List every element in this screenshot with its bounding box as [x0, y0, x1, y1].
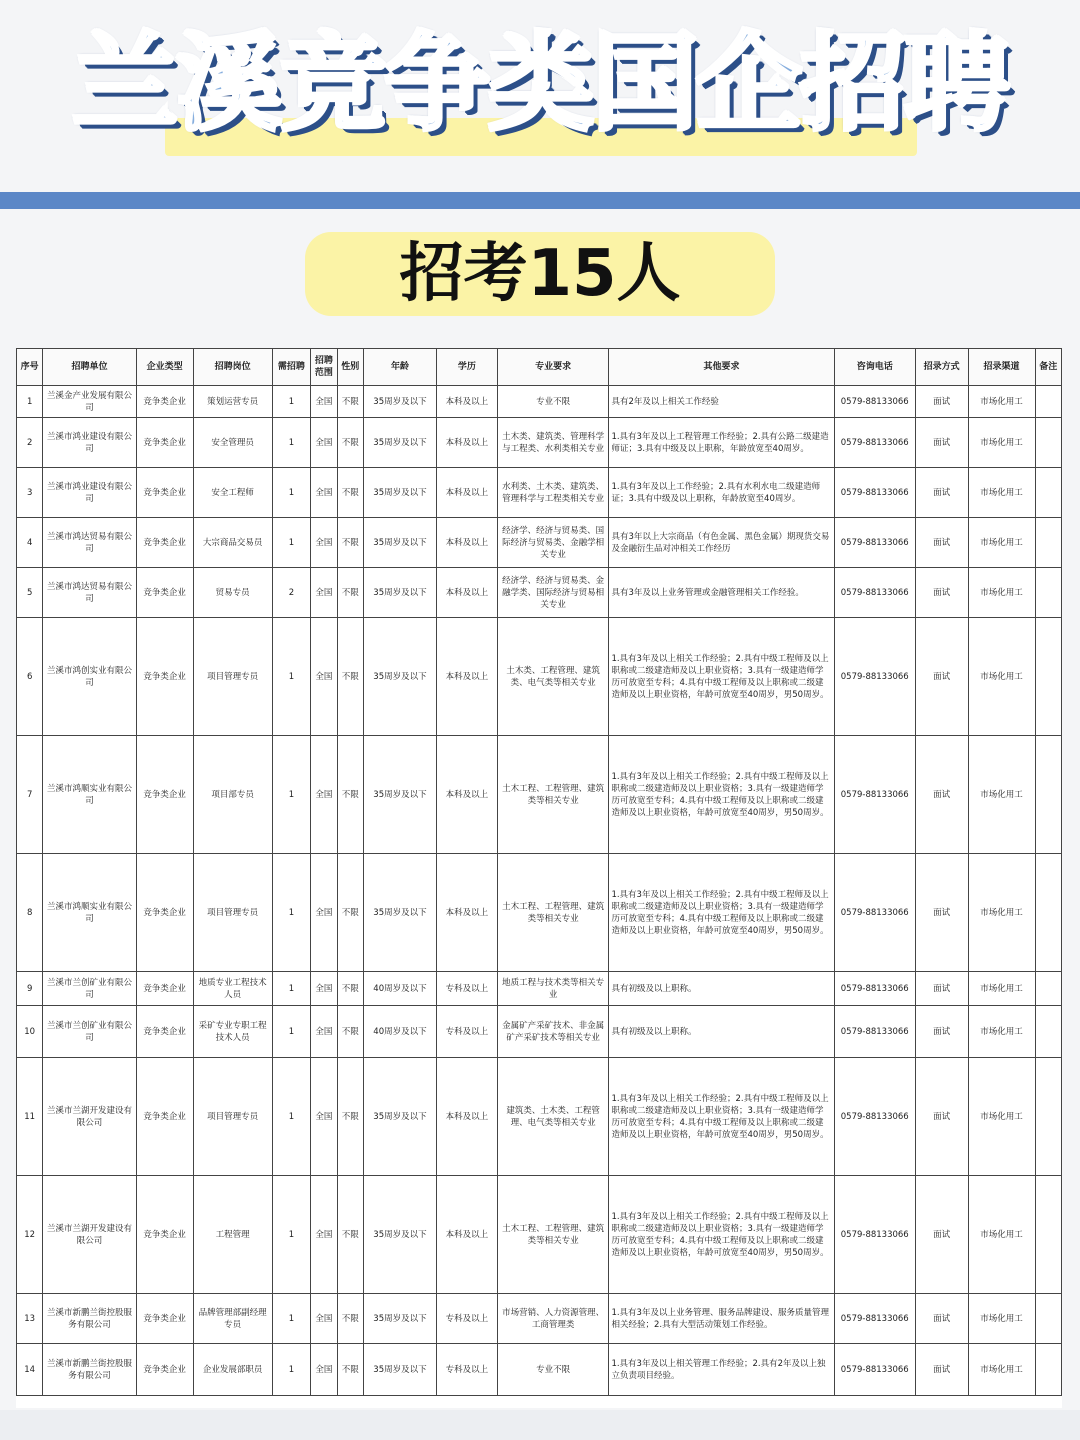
cell-major: 土木类、建筑类、管理科学与工程类、水利类相关专业 — [497, 418, 609, 468]
cell-phone: 0579-88133066 — [834, 568, 915, 618]
cell-major: 水利类、土木类、建筑类、管理科学与工程类相关专业 — [497, 468, 609, 518]
cell-no: 3 — [17, 468, 43, 518]
cell-unit: 兰溪市鸿顺实业有限公司 — [43, 736, 136, 854]
column-header: 招聘范围 — [311, 349, 337, 386]
cell-major: 经济学、经济与贸易类、金融学类、国际经济与贸易相关专业 — [497, 568, 609, 618]
table-row — [17, 972, 1062, 1006]
cell-post: 企业发展部职员 — [193, 1344, 272, 1396]
cell-phone: 0579-88133066 — [834, 518, 915, 568]
cell-unit: 兰溪市兰创矿业有限公司 — [43, 972, 136, 1006]
cell-gender: 不限 — [337, 468, 363, 518]
cell-scope: 全国 — [311, 972, 337, 1006]
table-row — [17, 418, 1062, 468]
cell-type: 竞争类企业 — [136, 418, 193, 468]
cell-phone: 0579-88133066 — [834, 1058, 915, 1176]
cell-note — [1035, 468, 1061, 518]
cell-note — [1035, 1344, 1061, 1396]
cell-gender: 不限 — [337, 736, 363, 854]
title-area — [0, 0, 1080, 190]
cell-no: 14 — [17, 1344, 43, 1396]
cell-count: 1 — [272, 468, 311, 518]
cell-note — [1035, 618, 1061, 736]
cell-scope: 全国 — [311, 418, 337, 468]
cell-count: 1 — [272, 1344, 311, 1396]
cell-major: 专业不限 — [497, 386, 609, 418]
cell-method: 面试 — [915, 736, 968, 854]
cell-unit: 兰溪市鸿创实业有限公司 — [43, 618, 136, 736]
cell-gender: 不限 — [337, 1294, 363, 1344]
cell-count: 1 — [272, 386, 311, 418]
cell-method: 面试 — [915, 1006, 968, 1058]
cell-age: 35周岁及以下 — [363, 854, 436, 972]
cell-scope: 全国 — [311, 1344, 337, 1396]
recruitment-table-container — [16, 348, 1062, 1408]
cell-other: 具有3年以上大宗商品（有色金属、黑色金属）期现货交易及金融衍生品对冲相关工作经历 — [609, 518, 834, 568]
cell-method: 面试 — [915, 1344, 968, 1396]
cell-age: 35周岁及以下 — [363, 468, 436, 518]
cell-post: 策划运营专员 — [193, 386, 272, 418]
cell-post: 品牌管理部副经理专员 — [193, 1294, 272, 1344]
cell-phone: 0579-88133066 — [834, 972, 915, 1006]
cell-edu: 本科及以上 — [436, 568, 497, 618]
cell-other: 具有3年及以上业务管理或金融管理相关工作经验。 — [609, 568, 834, 618]
cell-other: 1.具有3年及以上相关工作经验；2.具有中级工程师及以上职称或二级建造师及以上职业资格；3.具有一级建造师学历可放宽至专科；4.具有中级工程师及以上职称或二级建造师及以上职业资格，年龄可放宽至40周岁，男50周岁。 — [609, 618, 834, 736]
table-row — [17, 468, 1062, 518]
cell-post: 贸易专员 — [193, 568, 272, 618]
cell-note — [1035, 1058, 1061, 1176]
cell-age: 35周岁及以下 — [363, 736, 436, 854]
cell-no: 6 — [17, 618, 43, 736]
column-header: 招聘单位 — [43, 349, 136, 386]
cell-age: 40周岁及以下 — [363, 972, 436, 1006]
cell-edu: 本科及以上 — [436, 518, 497, 568]
cell-channel: 市场化用工 — [968, 1006, 1035, 1058]
cell-type: 竞争类企业 — [136, 1176, 193, 1294]
cell-post: 地质专业工程技术人员 — [193, 972, 272, 1006]
column-header: 需招聘 — [272, 349, 311, 386]
cell-count: 1 — [272, 1176, 311, 1294]
cell-phone: 0579-88133066 — [834, 418, 915, 468]
cell-type: 竞争类企业 — [136, 1294, 193, 1344]
cell-note — [1035, 972, 1061, 1006]
cell-edu: 本科及以上 — [436, 386, 497, 418]
column-header: 专业要求 — [497, 349, 609, 386]
table-row — [17, 1006, 1062, 1058]
cell-edu: 本科及以上 — [436, 736, 497, 854]
cell-note — [1035, 1176, 1061, 1294]
cell-phone: 0579-88133066 — [834, 1006, 915, 1058]
cell-note — [1035, 418, 1061, 468]
cell-edu: 本科及以上 — [436, 618, 497, 736]
bottom-band — [0, 1410, 1080, 1440]
cell-age: 35周岁及以下 — [363, 386, 436, 418]
cell-count: 1 — [272, 1294, 311, 1344]
cell-unit: 兰溪市兰湖开发建设有限公司 — [43, 1058, 136, 1176]
cell-unit: 兰溪市兰湖开发建设有限公司 — [43, 1176, 136, 1294]
cell-note — [1035, 1006, 1061, 1058]
cell-post: 采矿专业专职工程技术人员 — [193, 1006, 272, 1058]
cell-other: 1.具有3年及以上相关工作经验；2.具有中级工程师及以上职称或二级建造师及以上职业资格；3.具有一级建造师学历可放宽至专科；4.具有中级工程师及以上职称或二级建造师及以上职业资格，年龄可放宽至40周岁，男50周岁。 — [609, 854, 834, 972]
cell-note — [1035, 854, 1061, 972]
cell-age: 35周岁及以下 — [363, 568, 436, 618]
cell-other: 1.具有3年及以上相关工作经验；2.具有中级工程师及以上职称或二级建造师及以上职业资格；3.具有一级建造师学历可放宽至专科；4.具有中级工程师及以上职称或二级建造师及以上职业资格，年龄可放宽至40周岁，男50周岁。 — [609, 1176, 834, 1294]
cell-channel: 市场化用工 — [968, 736, 1035, 854]
cell-count: 1 — [272, 736, 311, 854]
cell-gender: 不限 — [337, 1058, 363, 1176]
cell-type: 竞争类企业 — [136, 1006, 193, 1058]
cell-age: 35周岁及以下 — [363, 418, 436, 468]
cell-type: 竞争类企业 — [136, 386, 193, 418]
cell-no: 5 — [17, 568, 43, 618]
cell-method: 面试 — [915, 468, 968, 518]
cell-channel: 市场化用工 — [968, 568, 1035, 618]
cell-method: 面试 — [915, 854, 968, 972]
cell-other: 1.具有3年及以上相关工作经验；2.具有中级工程师及以上职称或二级建造师及以上职业资格；3.具有一级建造师学历可放宽至专科；4.具有中级工程师及以上职称或二级建造师及以上职业资格，年龄可放宽至40周岁，男50周岁。 — [609, 736, 834, 854]
cell-unit: 兰溪市新鹏兰街控股服务有限公司 — [43, 1344, 136, 1396]
cell-unit: 兰溪市鸿业建设有限公司 — [43, 468, 136, 518]
cell-no: 8 — [17, 854, 43, 972]
cell-method: 面试 — [915, 972, 968, 1006]
cell-age: 35周岁及以下 — [363, 618, 436, 736]
cell-note — [1035, 568, 1061, 618]
cell-method: 面试 — [915, 618, 968, 736]
cell-scope: 全国 — [311, 1176, 337, 1294]
cell-type: 竞争类企业 — [136, 972, 193, 1006]
cell-type: 竞争类企业 — [136, 468, 193, 518]
subtitle-badge: 招考15人 — [305, 232, 775, 316]
cell-note — [1035, 386, 1061, 418]
cell-channel: 市场化用工 — [968, 972, 1035, 1006]
cell-gender: 不限 — [337, 386, 363, 418]
cell-phone: 0579-88133066 — [834, 1294, 915, 1344]
cell-method: 面试 — [915, 418, 968, 468]
cell-major: 金属矿产采矿技术、非金属矿产采矿技术等相关专业 — [497, 1006, 609, 1058]
cell-post: 大宗商品交易员 — [193, 518, 272, 568]
table-row — [17, 1344, 1062, 1396]
cell-major: 土木工程、工程管理、建筑类等相关专业 — [497, 1176, 609, 1294]
column-header: 咨询电话 — [834, 349, 915, 386]
cell-age: 35周岁及以下 — [363, 1176, 436, 1294]
cell-other: 具有2年及以上相关工作经验 — [609, 386, 834, 418]
cell-note — [1035, 518, 1061, 568]
cell-phone: 0579-88133066 — [834, 736, 915, 854]
cell-type: 竞争类企业 — [136, 518, 193, 568]
cell-method: 面试 — [915, 518, 968, 568]
cell-no: 10 — [17, 1006, 43, 1058]
cell-age: 35周岁及以下 — [363, 1294, 436, 1344]
column-header: 备注 — [1035, 349, 1061, 386]
cell-count: 1 — [272, 418, 311, 468]
cell-post: 项目部专员 — [193, 736, 272, 854]
cell-unit: 兰溪市鸿业建设有限公司 — [43, 418, 136, 468]
column-header: 性别 — [337, 349, 363, 386]
cell-no: 2 — [17, 418, 43, 468]
table-row — [17, 854, 1062, 972]
cell-other: 具有初级及以上职称。 — [609, 972, 834, 1006]
column-header: 招录方式 — [915, 349, 968, 386]
cell-channel: 市场化用工 — [968, 1294, 1035, 1344]
cell-phone: 0579-88133066 — [834, 1176, 915, 1294]
cell-gender: 不限 — [337, 518, 363, 568]
cell-post: 安全管理员 — [193, 418, 272, 468]
cell-phone: 0579-88133066 — [834, 386, 915, 418]
column-header: 招录渠道 — [968, 349, 1035, 386]
cell-phone: 0579-88133066 — [834, 1344, 915, 1396]
cell-gender: 不限 — [337, 972, 363, 1006]
cell-gender: 不限 — [337, 618, 363, 736]
cell-method: 面试 — [915, 1294, 968, 1344]
cell-edu: 本科及以上 — [436, 1176, 497, 1294]
cell-age: 35周岁及以下 — [363, 1344, 436, 1396]
cell-no: 9 — [17, 972, 43, 1006]
cell-edu: 专科及以上 — [436, 1344, 497, 1396]
cell-channel: 市场化用工 — [968, 1344, 1035, 1396]
cell-age: 35周岁及以下 — [363, 518, 436, 568]
cell-no: 7 — [17, 736, 43, 854]
cell-scope: 全国 — [311, 568, 337, 618]
cell-count: 1 — [272, 518, 311, 568]
table-row — [17, 518, 1062, 568]
cell-post: 项目管理专员 — [193, 854, 272, 972]
cell-note — [1035, 736, 1061, 854]
cell-major: 市场营销、人力资源管理、工商管理类 — [497, 1294, 609, 1344]
cell-channel: 市场化用工 — [968, 618, 1035, 736]
cell-type: 竞争类企业 — [136, 854, 193, 972]
cell-edu: 专科及以上 — [436, 1294, 497, 1344]
cell-channel: 市场化用工 — [968, 1176, 1035, 1294]
cell-gender: 不限 — [337, 1006, 363, 1058]
cell-post: 安全工程师 — [193, 468, 272, 518]
divider-bar — [0, 192, 1080, 209]
cell-major: 土木工程、工程管理、建筑类等相关专业 — [497, 854, 609, 972]
cell-method: 面试 — [915, 1058, 968, 1176]
cell-gender: 不限 — [337, 1176, 363, 1294]
cell-type: 竞争类企业 — [136, 568, 193, 618]
cell-scope: 全国 — [311, 518, 337, 568]
cell-gender: 不限 — [337, 1344, 363, 1396]
cell-type: 竞争类企业 — [136, 618, 193, 736]
cell-other: 1.具有3年及以上工作经验；2.具有水利水电二级建造师证；3.具有中级及以上职称，年龄放宽至40周岁。 — [609, 468, 834, 518]
cell-major: 土木工程、工程管理、建筑类等相关专业 — [497, 736, 609, 854]
cell-count: 1 — [272, 854, 311, 972]
cell-count: 2 — [272, 568, 311, 618]
cell-count: 1 — [272, 1006, 311, 1058]
recruitment-table — [16, 348, 1062, 1396]
cell-other: 1.具有3年及以上工程管理工作经验；2.具有公路二级建造师证；3.具有中级及以上职称，年龄放宽至40周岁。 — [609, 418, 834, 468]
cell-no: 11 — [17, 1058, 43, 1176]
cell-scope: 全国 — [311, 736, 337, 854]
cell-channel: 市场化用工 — [968, 1058, 1035, 1176]
cell-type: 竞争类企业 — [136, 1344, 193, 1396]
table-row — [17, 736, 1062, 854]
cell-other: 具有初级及以上职称。 — [609, 1006, 834, 1058]
cell-post: 项目管理专员 — [193, 1058, 272, 1176]
cell-method: 面试 — [915, 1176, 968, 1294]
column-header: 年龄 — [363, 349, 436, 386]
column-header: 序号 — [17, 349, 43, 386]
cell-gender: 不限 — [337, 568, 363, 618]
cell-unit: 兰溪市鸿顺实业有限公司 — [43, 854, 136, 972]
column-header: 招聘岗位 — [193, 349, 272, 386]
table-row — [17, 568, 1062, 618]
cell-other: 1.具有3年及以上相关管理工作经验；2.具有2年及以上独立负责项目经验。 — [609, 1344, 834, 1396]
table-row — [17, 1058, 1062, 1176]
table-row — [17, 386, 1062, 418]
cell-edu: 本科及以上 — [436, 418, 497, 468]
table-row — [17, 1176, 1062, 1294]
column-header: 学历 — [436, 349, 497, 386]
cell-scope: 全国 — [311, 618, 337, 736]
cell-edu: 专科及以上 — [436, 972, 497, 1006]
cell-scope: 全国 — [311, 854, 337, 972]
cell-major: 专业不限 — [497, 1344, 609, 1396]
column-header: 企业类型 — [136, 349, 193, 386]
cell-channel: 市场化用工 — [968, 468, 1035, 518]
cell-scope: 全国 — [311, 1058, 337, 1176]
cell-scope: 全国 — [311, 468, 337, 518]
table-header-row — [17, 349, 1062, 386]
cell-edu: 本科及以上 — [436, 1058, 497, 1176]
cell-channel: 市场化用工 — [968, 418, 1035, 468]
cell-other: 1.具有3年及以上业务管理、服务品牌建设、服务质量管理相关经验；2.具有大型活动策划工作经验。 — [609, 1294, 834, 1344]
cell-note — [1035, 1294, 1061, 1344]
cell-age: 35周岁及以下 — [363, 1058, 436, 1176]
cell-other: 1.具有3年及以上相关工作经验；2.具有中级工程师及以上职称或二级建造师及以上职业资格；3.具有一级建造师学历可放宽至专科；4.具有中级工程师及以上职称或二级建造师及以上职业资格，年龄可放宽至40周岁，男50周岁。 — [609, 1058, 834, 1176]
cell-method: 面试 — [915, 568, 968, 618]
cell-unit: 兰溪金产业发展有限公司 — [43, 386, 136, 418]
cell-phone: 0579-88133066 — [834, 854, 915, 972]
cell-method: 面试 — [915, 386, 968, 418]
cell-scope: 全国 — [311, 1006, 337, 1058]
cell-type: 竞争类企业 — [136, 1058, 193, 1176]
column-header: 其他要求 — [609, 349, 834, 386]
cell-no: 13 — [17, 1294, 43, 1344]
cell-edu: 本科及以上 — [436, 854, 497, 972]
cell-gender: 不限 — [337, 854, 363, 972]
page-title: 兰溪竞争类国企招聘 — [72, 22, 1008, 145]
cell-phone: 0579-88133066 — [834, 468, 915, 518]
cell-type: 竞争类企业 — [136, 736, 193, 854]
cell-post: 工程管理 — [193, 1176, 272, 1294]
cell-channel: 市场化用工 — [968, 854, 1035, 972]
cell-count: 1 — [272, 618, 311, 736]
cell-count: 1 — [272, 1058, 311, 1176]
table-row — [17, 1294, 1062, 1344]
cell-scope: 全国 — [311, 1294, 337, 1344]
cell-major: 经济学、经济与贸易类、国际经济与贸易类、金融学相关专业 — [497, 518, 609, 568]
cell-post: 项目管理专员 — [193, 618, 272, 736]
cell-gender: 不限 — [337, 418, 363, 468]
table-row — [17, 618, 1062, 736]
cell-major: 地质工程与技术类等相关专业 — [497, 972, 609, 1006]
cell-age: 40周岁及以下 — [363, 1006, 436, 1058]
cell-unit: 兰溪市兰创矿业有限公司 — [43, 1006, 136, 1058]
cell-unit: 兰溪市新鹏兰街控股服务有限公司 — [43, 1294, 136, 1344]
cell-channel: 市场化用工 — [968, 518, 1035, 568]
cell-no: 1 — [17, 386, 43, 418]
cell-edu: 本科及以上 — [436, 468, 497, 518]
cell-major: 土木类、工程管理、建筑类、电气类等相关专业 — [497, 618, 609, 736]
cell-no: 12 — [17, 1176, 43, 1294]
cell-channel: 市场化用工 — [968, 386, 1035, 418]
cell-scope: 全国 — [311, 386, 337, 418]
cell-edu: 专科及以上 — [436, 1006, 497, 1058]
cell-unit: 兰溪市鸿达贸易有限公司 — [43, 518, 136, 568]
cell-major: 建筑类、土木类、工程管理、电气类等相关专业 — [497, 1058, 609, 1176]
cell-count: 1 — [272, 972, 311, 1006]
cell-no: 4 — [17, 518, 43, 568]
cell-phone: 0579-88133066 — [834, 618, 915, 736]
cell-unit: 兰溪市鸿达贸易有限公司 — [43, 568, 136, 618]
